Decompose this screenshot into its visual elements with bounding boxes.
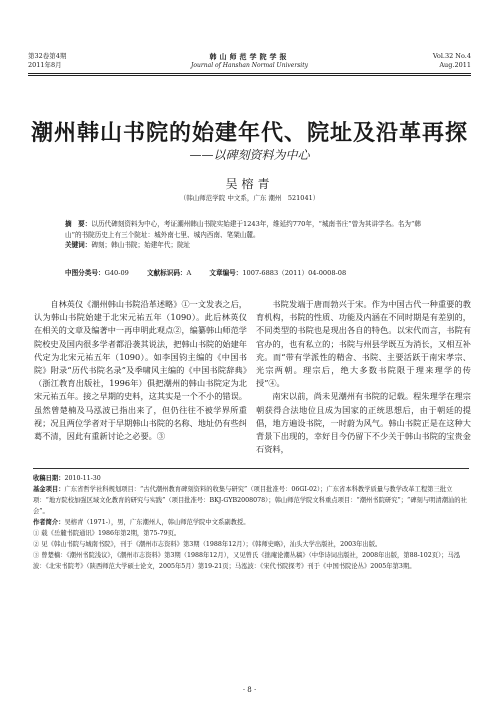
volume-en: Vol.32 No.4 — [432, 52, 471, 60]
header-center — [28, 52, 471, 70]
page-number: · 8 · — [242, 686, 257, 694]
footnote-2: ② 见《韩山书院与城南书院》，刊于《潮州市志资料》第3期（1988年12月）；《韩师史略》，汕头大学出版社，2003年出版。 — [33, 541, 382, 548]
received-date — [33, 473, 469, 484]
keywords-text: 碑刻；韩山书院；始建年代；院址 — [91, 241, 191, 249]
clc-label: 中图分类号： — [65, 269, 105, 277]
body-paragraph: 南宋以前，尚未见潮州有书院的记载。程朱理学在理宗朝获得合法地位且成为国家的正统思想后，由于朝廷的提倡，地方遍设书院，一时蔚为风气。韩山书院正是在这种大背景下出现的，幸好目今仍留下不少关于韩山书院的宝贵金石资料， — [256, 391, 471, 455]
author-name: 吴榕青 — [225, 177, 274, 191]
doc-code-value: A — [186, 269, 192, 277]
running-header — [28, 52, 471, 74]
article-no-value: 1007-6883（2011）04-0008-08 — [242, 269, 347, 277]
article-subtitle: ——以碑刻资料为中心 — [189, 148, 310, 162]
received-value: 2010-11-30 — [64, 475, 101, 482]
header-rule — [28, 73, 471, 74]
keywords-label: 关键词： — [65, 241, 92, 249]
author-bio — [33, 517, 469, 528]
fund-text: 广东省哲学社科规划项目：“古代潮州教育碑刻资料的收集与研究”（项目批准号：06GI-02）；广东省本科教学质量与教学改革工程第三批立项：“地方院校加强区域文化教育的研究与实践”（项目批准号：BKJ-GYB2008078）；韩山师范学院文科重点项目：“潮州书院研究”；“碑刻与明清潮汕的社会”。 — [33, 486, 467, 515]
author-bio-label: 作者简介： — [33, 519, 65, 526]
clc — [65, 267, 129, 277]
article-title: 潮州韩山书院的始建年代、院址及沿革再探 — [30, 120, 468, 146]
article-no — [209, 267, 346, 277]
classification-line — [65, 267, 434, 277]
date-cn: 2011年8月 — [28, 61, 62, 69]
footnotes — [33, 473, 469, 572]
date-en: Aug.2011 — [439, 61, 471, 69]
keywords — [65, 240, 434, 251]
clc-value: G40-09 — [104, 269, 129, 277]
footnote-3: ③ 曾楚楠：《潮州书院浅议》，《潮州市志资料》第3期（1988年12月），又见曾氏《拙庵论潮丛稿》（中华诗词出版社，2008年出版，第88-102页）；马泓波：《北宋书院考》（陕西师范大学硕士论文，2005年5月）第19-21页；马泓波：《宋代书院探考》刊于《中国书院论丛》2005年第3期。 — [33, 552, 461, 570]
doc-code-label: 文献标识码： — [146, 269, 187, 277]
footnote-1: ① 载《岳麓书院通讯》1986年第2期，第75-79页。 — [33, 530, 181, 537]
volume-cn: 第32卷第4期 — [28, 52, 67, 60]
doc-code — [147, 267, 191, 277]
abstract — [65, 219, 434, 240]
abstract-text: 以历代碑刻资料为中心，考证潮州韩山书院实始建于1243年，维延约770年，“城南书庄”曾为其讲学名。名为“韩山”的书院历史上有三个院址：城外南七里、城内西南、笔架山麓。 — [65, 220, 421, 239]
body-paragraph: 自林英仪《潮州韩山书院沿革述略》①一文发表之后，认为韩山书院始建于北宋元祐五年（1090）。此后林英仪在相关的文章及编著中一再申明此观点②，编纂韩山师范学院校史及国内很多学者都沿袭其说法，把韩山书院的始建年代定为北宋元祐五年（1090）。如李国钧主编的《中国书院》附录“历代书院名录”及季啸风主编的《中国书院辞典》（浙江教育出版社，1996年）俱把潮州的韩山书院定为北宋元祐五年。接之早期的史料，这其实是一个不小的错误。虽然曾楚楠及马泓波已指出来了，但仍往往不被学界所重视；况且两位学者对于早期韩山书院的名称、地址仍有些纠葛不清，因此有重新讨论之必要。③ — [34, 299, 247, 442]
author-bio-text: 吴榕青（1971-），男，广东潮州人，韩山师范学院中文系副教授。 — [64, 519, 250, 526]
journal-name-en: Journal of Hanshan Normal University — [191, 62, 308, 69]
fund-label: 基金项目： — [33, 486, 65, 493]
received-label: 收稿日期： — [33, 475, 65, 482]
abstract-label: 摘 要： — [65, 220, 92, 228]
body-left-column — [34, 298, 247, 443]
article-no-label: 文章编号： — [209, 269, 243, 277]
author-affiliation: （韩山师范学院 中文系，广东 潮州 521041） — [179, 194, 320, 202]
body-paragraph: 书院发端于唐而勃兴于宋。作为中国古代一种重要的教育机构，书院的性质、功能及内涵在不同时期是有差别的，不同类型的书院也是现出各自的特色。以宋代而言，书院有官办的，也有私立的；书院与州县学既互为消长，又相互补充。而“带有学派性的精舍、书院、主要活跃于南宋孝宗、光宗两朝。理宗后，绝大多数书院限于理来理学的传授”④。 — [256, 299, 471, 389]
footnote-rule — [33, 468, 469, 469]
header-right — [433, 52, 471, 70]
fund-info — [33, 484, 469, 517]
journal-name-cn: 韩山师范学院学报 — [209, 52, 290, 61]
header-rule-thin — [28, 75, 471, 76]
body-right-column — [256, 298, 471, 456]
abstract-block — [65, 219, 434, 251]
